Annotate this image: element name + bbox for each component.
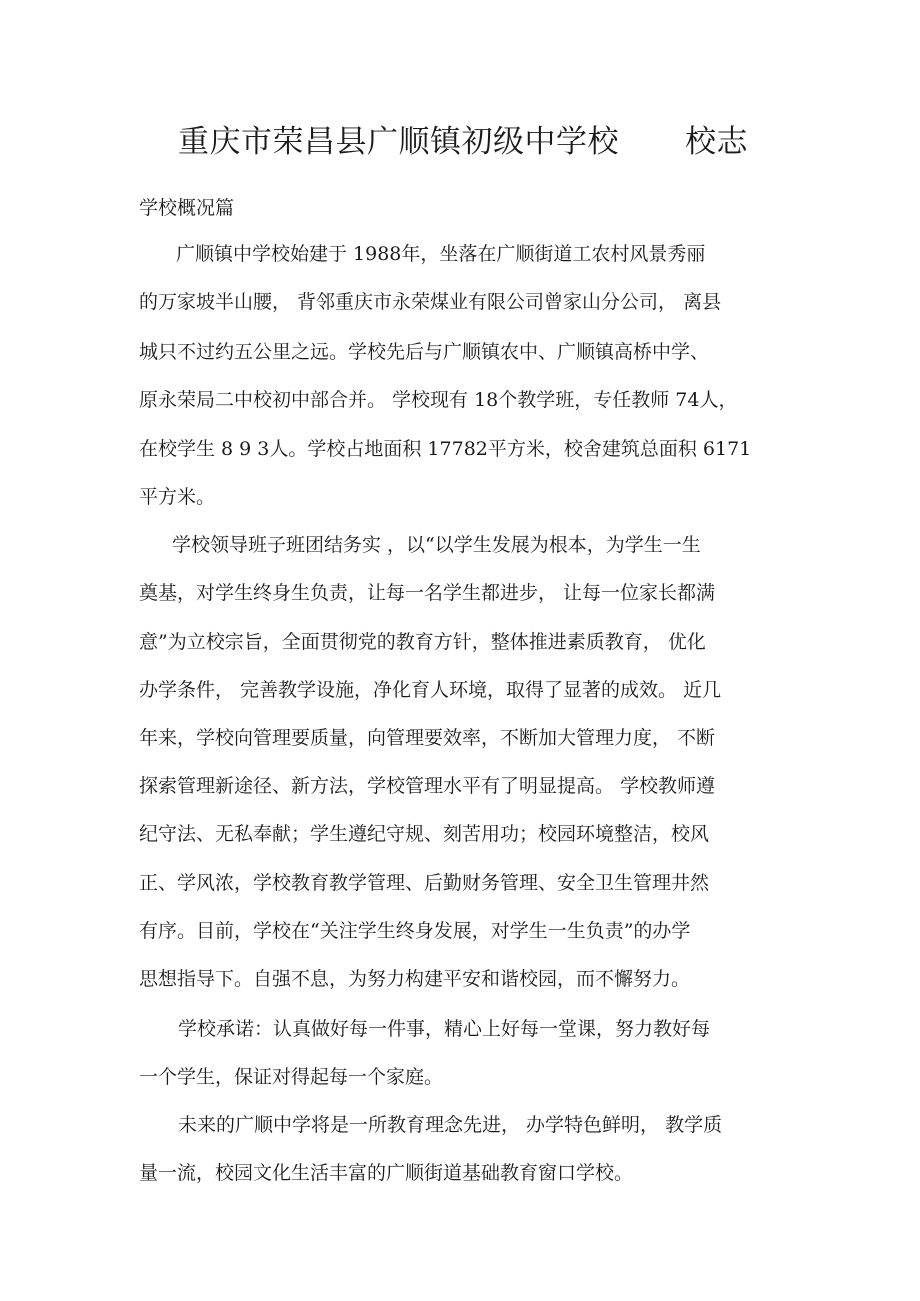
paragraph-line: 的万家坡半山腰， 背邻重庆市永荣煤业有限公司曾家山分公司， 离县 xyxy=(139,291,722,313)
paragraph-line: 广顺镇中学校始建于 1988年，坐落在广顺街道工农村风景秀丽 xyxy=(176,243,706,265)
paragraph-line: 纪守法、无私奉献；学生遵纪守规、刻苦用功；校园环境整洁，校风 xyxy=(139,823,710,845)
paragraph-line: 有序。目前，学校在“关注学生终身发展，对学生一生负责”的办学 xyxy=(139,920,691,942)
title-suffix: 校志 xyxy=(685,124,748,160)
paragraph-line: 意”为立校宗旨，全面贯彻党的教育方针，整体推进素质教育， 优化 xyxy=(139,631,706,653)
paragraph-line: 学校承诺：认真做好每一件事，精心上好每一堂课，努力教好每 xyxy=(178,1018,711,1040)
paragraph-line: 学校领导班子班团结务实 ，以“以学生发展为根本，为学生一生 xyxy=(172,534,701,556)
paragraph-line: 在校学生 8 9 3人。学校占地面积 17782平方米，校舍建筑总面积 6171 xyxy=(139,438,752,460)
paragraph-line: 平方米。 xyxy=(139,486,216,508)
section-heading: 学校概况篇 xyxy=(139,197,235,219)
document-title xyxy=(178,116,748,161)
paragraph-line: 年来，学校向管理要质量，向管理要效率，不断加大管理力度， 不断 xyxy=(139,727,716,749)
paragraph-line: 量一流，校园文化生活丰富的广顺街道基础教育窗口学校。 xyxy=(139,1162,634,1184)
paragraph-line: 未来的广顺中学将是一所教育理念先进， 办学特色鲜明， 教学质 xyxy=(178,1114,723,1136)
paragraph-line: 奠基，对学生终身生负责，让每一名学生都进步， 让每一位家长都满 xyxy=(139,582,716,604)
paragraph-line: 原永荣局二中校初中部合并。 学校现有 18个教学班，专任教师 74人， xyxy=(139,389,738,411)
title-main: 重庆市荣昌县广顺镇初级中学校 xyxy=(178,124,619,160)
paragraph-line: 一个学生，保证对得起每一个家庭。 xyxy=(139,1066,444,1088)
paragraph-line: 探索管理新途径、新方法，学校管理水平有了明显提高。 学校教师遵 xyxy=(139,775,716,797)
paragraph-line: 思想指导下。自强不息，为努力构建平安和谐校园，而不懈努力。 xyxy=(139,968,691,990)
paragraph-line: 城只不过约五公里之远。学校先后与广顺镇农中、广顺镇高桥中学、 xyxy=(139,341,710,363)
paragraph-line: 办学条件， 完善教学设施，净化育人环境，取得了显著的成效。 近几 xyxy=(139,679,722,701)
paragraph-line: 正、学风浓，学校教育教学管理、后勤财务管理、安全卫生管理井然 xyxy=(139,872,710,894)
